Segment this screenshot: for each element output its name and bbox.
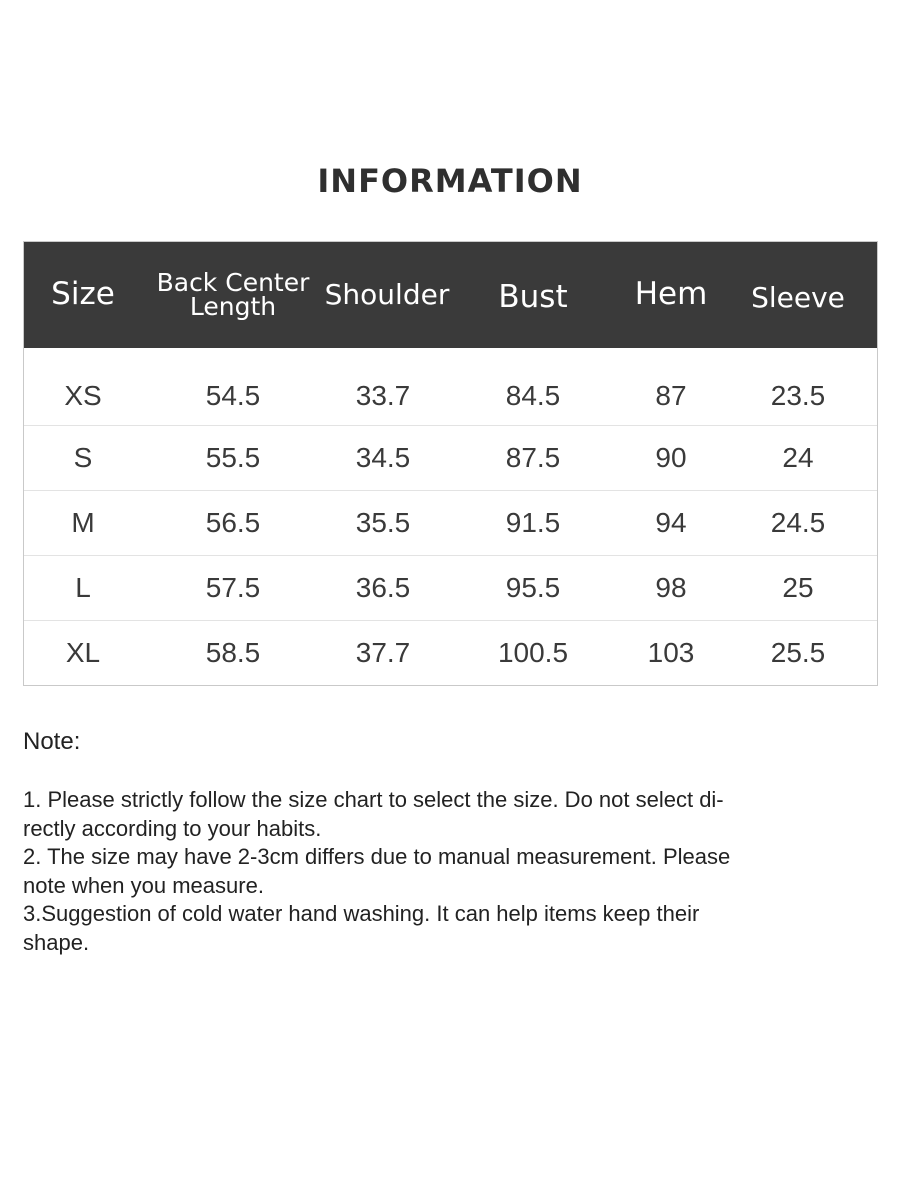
cell-shoulder: 37.7 [355,637,411,668]
cell-sleeve: 25 [782,572,814,603]
cell-shoulder: 34.5 [355,442,411,473]
cell-hem: 94 [655,507,687,538]
cell-bust: 91.5 [505,507,561,538]
header-size: Size [51,276,115,313]
note-line: shape. [23,929,90,955]
cell-sleeve: 25.5 [770,637,826,668]
size-chart-table [23,241,878,686]
cell-shoulder: 36.5 [355,572,411,603]
cell-size: XL [65,637,101,668]
cell-size: S [73,442,93,473]
note-line: note when you measure. [23,872,264,898]
header-shoulder: Shoulder [324,277,450,311]
cell-back-center-length: 54.5 [205,379,261,411]
notes-heading: Note: [23,728,81,755]
cell-sleeve: 24.5 [770,507,826,538]
header-back-center-length-line1: Back Center [156,268,310,298]
cell-bust: 87.5 [505,442,561,473]
table-body [24,348,877,685]
cell-shoulder: 35.5 [355,507,411,538]
cell-back-center-length: 57.5 [205,572,261,603]
cell-size: XS [64,379,102,411]
table-header [24,242,877,348]
cell-back-center-length: 56.5 [205,507,261,538]
cell-bust: 84.5 [505,379,561,411]
table-row [24,620,877,685]
cell-size: M [71,507,95,538]
cell-size: L [75,572,91,603]
cell-sleeve: 23.5 [770,379,826,411]
cell-hem: 98 [655,572,687,603]
note-line: rectly according to your habits. [23,815,322,841]
table-row [24,348,877,425]
header-sleeve: Sleeve [751,280,845,314]
table-row [24,425,877,490]
cell-back-center-length: 58.5 [205,637,261,668]
header-bust: Bust [498,279,568,316]
cell-bust: 100.5 [497,637,569,668]
header-back-center-length-line2: Length [189,292,277,321]
header-back-center-length [142,242,324,348]
cell-bust: 95.5 [505,572,561,603]
table-row [24,555,877,620]
cell-sleeve: 24 [782,442,814,473]
cell-back-center-length: 55.5 [205,442,261,473]
cell-hem: 103 [647,637,695,668]
cell-hem: 87 [655,379,687,411]
header-hem: Hem [634,276,708,313]
page-title: INFORMATION [317,162,583,200]
note-line: 1. Please strictly follow the size chart to select the size. Do not select di- [23,787,724,812]
cell-shoulder: 33.7 [355,379,411,411]
cell-hem: 90 [655,442,687,473]
note-line: 3.Suggestion of cold water hand washing. It can help items keep their [23,901,700,926]
notes-section [23,728,853,957]
note-line: 2. The size may have 2-3cm differs due to manual measurement. Please [23,844,731,869]
table-row [24,490,877,555]
